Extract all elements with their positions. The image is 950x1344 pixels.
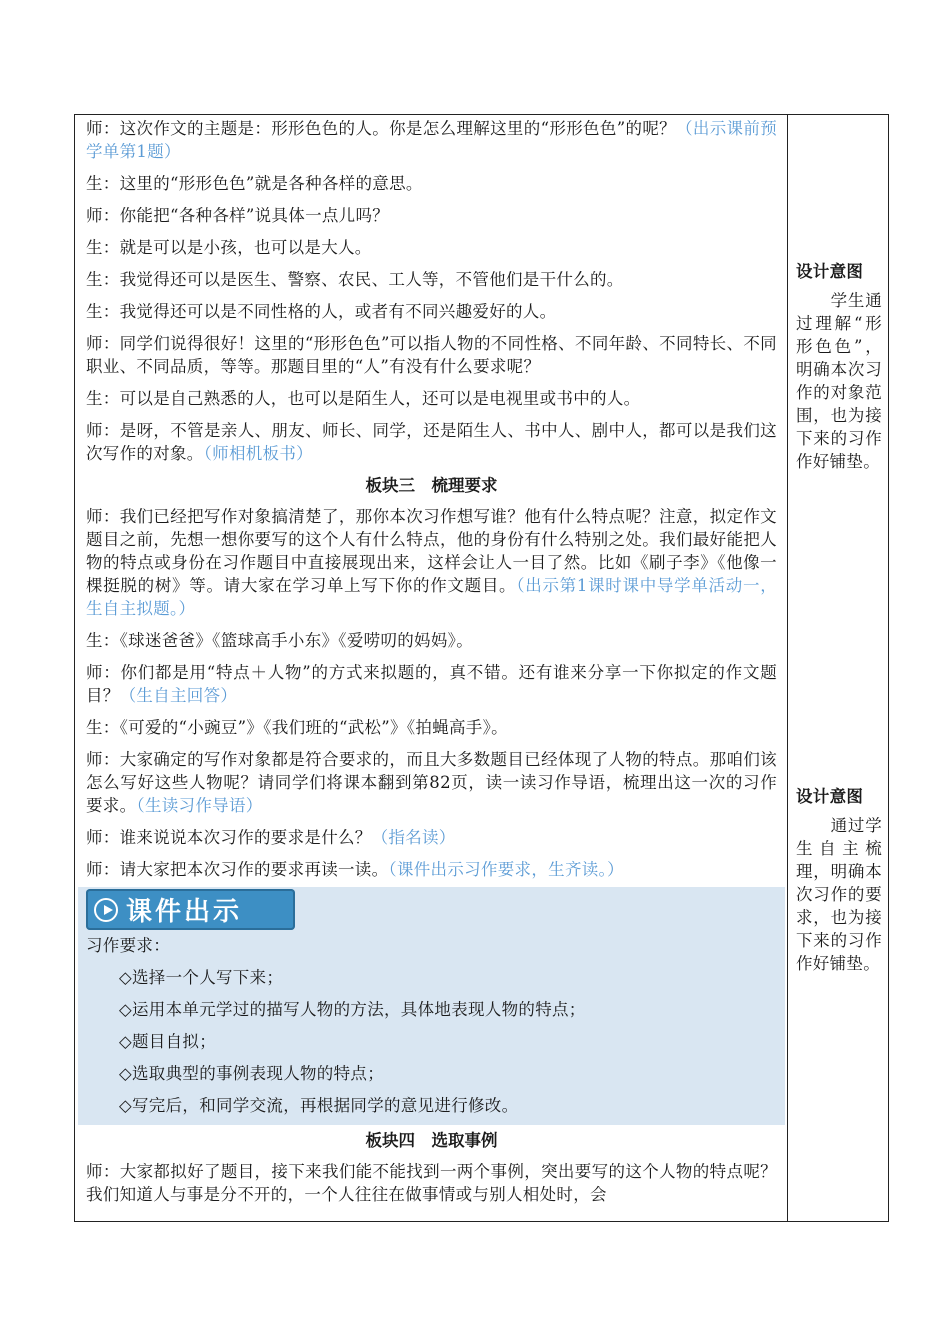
design-body: 学生通过理解“形形色色”，明确本次习作的对象范围，也为接下来的习作作好铺垫。 [796,291,882,471]
dialogue-line: 生：《可爱的“小豌豆”》《我们班的“武松”》《拍蝇高手》。 [86,718,508,737]
dialogue-line: 师：你能把“各种各样”说具体一点儿吗？ [86,206,390,225]
courseware-title: 课件出示 [126,897,243,927]
design-column [788,115,888,1221]
dialogue-line: 师：这次作文的主题是：形形色色的人。你是怎么理解这里的“形形色色”的呢？（出示课前预学单第1题） [86,119,778,161]
dialogue-block-1 [86,117,777,465]
requirement-item: ◇选择一个人写下来； [119,968,284,987]
section-heading-4: 板块四 选取事例 [365,1131,498,1150]
section-heading-3: 板块三 梳理要求 [365,476,498,495]
courseware-banner [86,889,295,930]
dialogue-block-2 [86,505,777,881]
design-note-1 [796,260,882,473]
dialogue-line: 师：同学们说得很好！这里的“形形色色”可以指人物的不同性格、不同年龄、不同特长、不同职业、不同品质，等等。那题目里的“人”有没有什么要求呢？ [86,334,777,376]
dialogue-line: 师：我们已经把写作对象搞清楚了，那你本次习作想写谁？他有什么特点呢？注意，拟定作文题目之前，先想一想你要写的这个人有什么特点，他的身份有什么特别之处。我们最好能把人物的特点或身份在习作题目中直接展现出来，这样会让人一目了然。比如《刷子李》《他像一棵挺脱的树》等。请大家在学习单上写下你的作文题目。（出示第1课时课中导学单活动一，生自主拟题。） [86,507,777,618]
dialogue-line: 师：大家都拟好了题目，接下来我们能不能找到一两个事例，突出要写的这个人物的特点呢？我们知道人与事是分不开的，一个人往往在做事情或与别人相处时，会 [86,1162,777,1204]
design-note-2 [796,785,882,975]
lesson-content [75,115,788,1221]
requirements-intro: 习作要求： [86,936,170,955]
dialogue-line: 师：谁来说说本次习作的要求是什么？（指名读） [86,828,456,847]
dialogue-line: 生：就是可以是小孩，也可以是大人。 [86,238,372,257]
dialogue-line: 师：你们都是用“特点＋人物”的方式来拟题的，真不错。还有谁来分享一下你拟定的作文题目？（生自主回答） [86,663,777,705]
requirement-item: ◇写完后，和同学交流，再根据同学的意见进行修改。 [119,1096,519,1115]
requirement-item: ◇题目自拟； [119,1032,216,1051]
courseware-box [78,887,785,1125]
play-icon [94,898,118,922]
requirement-item: ◇运用本单元学过的描写人物的方法，具体地表现人物的特点； [119,1000,586,1019]
design-title: 设计意图 [796,787,864,806]
dialogue-line: 生：这里的“形形色色”就是各种各样的意思。 [86,174,423,193]
design-body: 通过学生自主梳理，明确本次习作的要求，也为接下来的习作作好铺垫。 [796,816,882,973]
dialogue-line: 生：《球迷爸爸》《篮球高手小东》《爱唠叨的妈妈》。 [86,631,473,650]
dialogue-line: 师：请大家把本次习作的要求再读一读。（课件出示习作要求，生齐读。） [86,860,624,879]
design-title: 设计意图 [796,262,864,281]
dialogue-line: 师：是呀，不管是亲人、朋友、师长、同学，还是陌生人、书中人、剧中人，都可以是我们这次写作的对象。（师相机板书） [86,421,777,463]
dialogue-line: 生：我觉得还可以是不同性格的人，或者有不同兴趣爱好的人。 [86,302,557,321]
dialogue-line: 生：可以是自己熟悉的人，也可以是陌生人，还可以是电视里或书中的人。 [86,389,641,408]
requirement-item: ◇选取典型的事例表现人物的特点； [119,1064,384,1083]
dialogue-line: 生：我觉得还可以是医生、警察、农民、工人等，不管他们是干什么的。 [86,270,624,289]
dialogue-line: 师：大家确定的写作对象都是符合要求的，而且大多数题目已经体现了人物的特点。那咱们该怎么写好这些人物呢？请同学们将课本翻到第82页，读一读习作导语，梳理出这一次的习作要求。（生读习作导语） [86,750,777,815]
lesson-table [74,114,889,1222]
